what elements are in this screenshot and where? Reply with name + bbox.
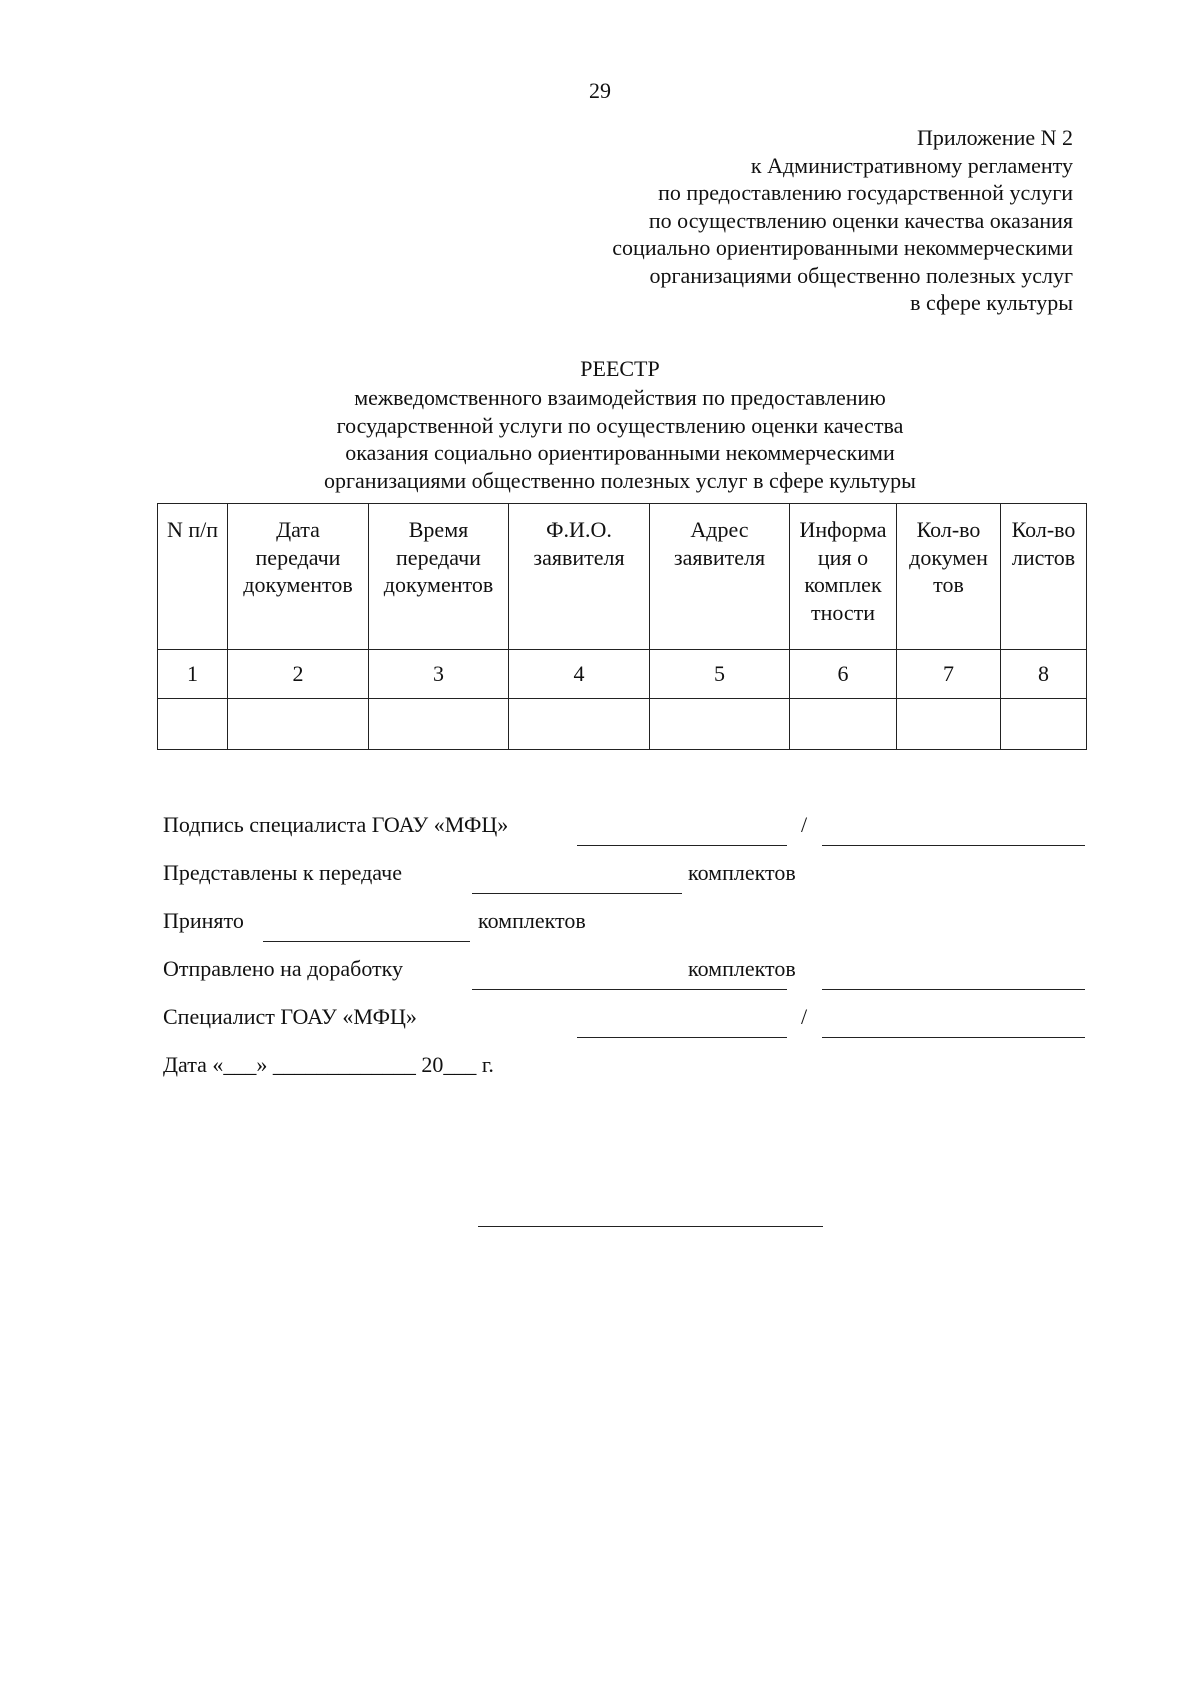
table-cell[interactable] [369,699,509,750]
table-cell[interactable] [790,699,897,750]
specialist-name-line[interactable] [822,1037,1085,1038]
column-header [1001,504,1087,650]
column-header-line: Дата [276,517,320,542]
signature-name-line[interactable] [822,845,1085,846]
column-header-line: Адрес [690,517,749,542]
column-number: 4 [509,650,650,699]
column-number: 7 [897,650,1001,699]
slash: / [801,812,808,837]
column-header-line: заявителя [673,544,766,570]
subtitle-line: организациями общественно полезных услуг в сфере культуры [324,467,916,493]
appendix-heading [612,124,1073,317]
appendix-line: к Административному регламенту [750,152,1073,178]
accepted-count-line[interactable] [263,941,470,942]
signature-label: Подпись специалиста ГОАУ «МФЦ» [163,812,509,837]
appendix-line: по осуществлению оценки качества оказания [648,207,1073,233]
column-header [369,504,509,650]
accepted-suffix: комплектов [478,908,586,933]
column-header-line: передачи [396,544,481,570]
column-header [790,504,897,650]
column-header-line: документов [243,572,353,597]
document-title: РЕЕСТР [580,356,660,381]
date-field[interactable]: Дата «___» _____________ 20___ г. [163,1052,494,1077]
column-header-line: N п/п [166,517,219,542]
column-number: 6 [790,650,897,699]
specialist-signature-line[interactable] [577,1037,787,1038]
table-cell[interactable] [1001,699,1087,750]
column-header-line: докумен [909,544,988,570]
column-header-line: комплек [804,572,882,597]
appendix-line: Приложение N 2 [917,125,1073,150]
column-header [897,504,1001,650]
submitted-label: Представлены к передаче [163,860,402,885]
accepted-label: Принято [163,908,244,933]
page-number: 29 [589,78,611,103]
table-cell[interactable] [158,699,228,750]
column-header-line: Кол-во [916,517,981,542]
column-header-line: ция о [817,544,869,570]
column-header-line: Ф.И.О. [546,517,612,542]
end-rule [478,1226,823,1227]
column-header [228,504,369,650]
column-header-line: тности [810,599,876,625]
subtitle-line: государственной услуги по осуществлению оценки качества [336,412,904,438]
column-header-line: Кол-во [1011,517,1076,542]
column-number: 1 [158,650,228,699]
column-number: 2 [228,650,369,699]
column-header-line: заявителя [533,544,625,570]
column-header [509,504,650,650]
registry-table [157,503,1087,750]
appendix-line: в сфере культуры [910,290,1073,315]
appendix-line: по предоставлению государственной услуги [658,180,1073,205]
table-number-row [158,650,1087,699]
returned-extra-line[interactable] [822,989,1085,990]
table-cell[interactable] [650,699,790,750]
table-header-row [158,504,1087,650]
table-cell[interactable] [228,699,369,750]
column-header-line: тов [933,572,964,597]
column-number: 5 [650,650,790,699]
submitted-suffix: комплектов [688,860,796,885]
signature-line[interactable] [577,845,787,846]
column-header-line: Время [408,517,469,542]
returned-suffix: комплектов [688,956,796,981]
returned-label: Отправлено на доработку [163,956,404,981]
slash: / [801,1004,808,1029]
appendix-line: социально ориентированными некоммерческими [612,235,1073,260]
returned-count-line[interactable] [472,989,787,990]
column-number: 8 [1001,650,1087,699]
document-subtitle [0,384,1200,494]
column-header [158,504,228,650]
column-header-line: листов [1011,544,1076,570]
subtitle-line: межведомственного взаимодействия по предоставлению [354,385,886,410]
appendix-line: организациями общественно полезных услуг [649,262,1073,288]
table-cell[interactable] [897,699,1001,750]
column-header-line: Информа [799,517,887,542]
subtitle-line: оказания социально ориентированными некоммерческими [345,440,895,465]
column-header-line: передачи [255,544,341,570]
table-row [158,699,1087,750]
table-cell[interactable] [509,699,650,750]
column-header [650,504,790,650]
column-header-line: документов [383,572,494,597]
column-number: 3 [369,650,509,699]
submitted-count-line[interactable] [472,893,682,894]
specialist-label: Специалист ГОАУ «МФЦ» [163,1004,417,1029]
